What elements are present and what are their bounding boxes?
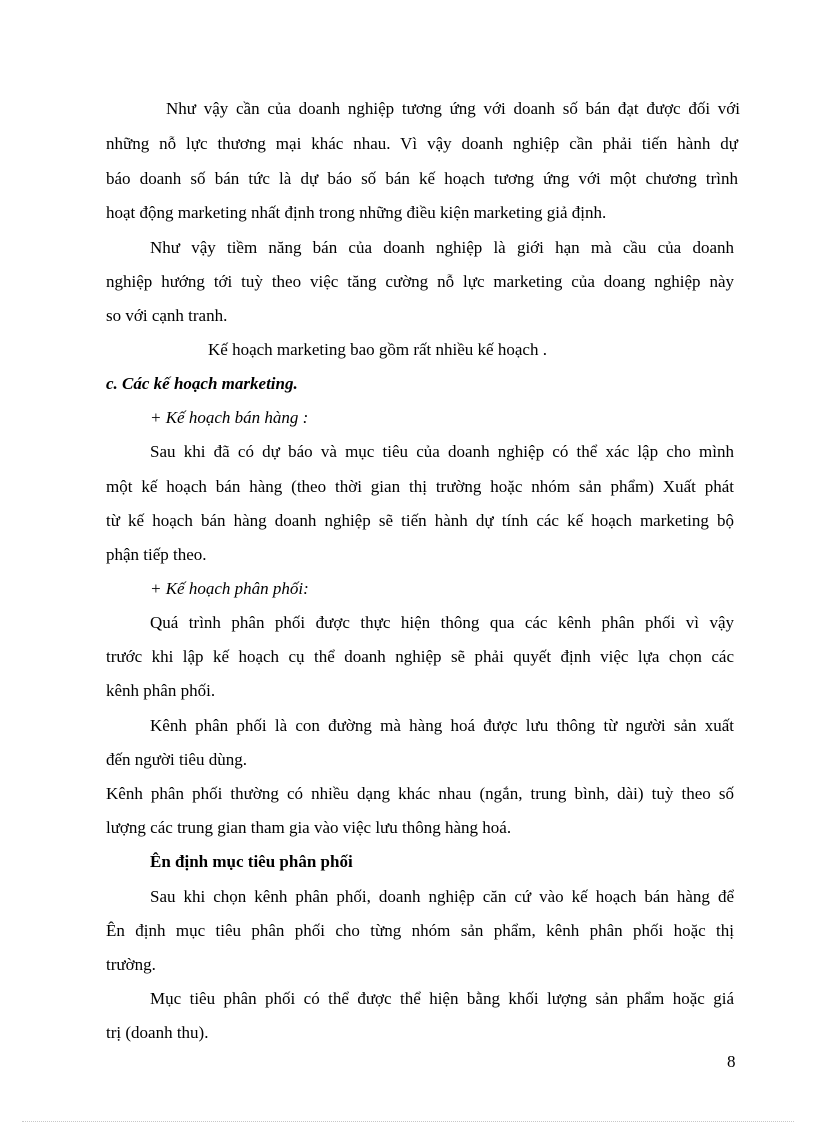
text-line: so với cạnh tranh. [106, 306, 228, 325]
text-line: Kênh phân phối thường có nhiều dạng khác nhau (ngắn, trung bình, dài) tuỳ theo số [106, 784, 734, 803]
text-line: trường. [106, 955, 156, 974]
page-number: 8 [727, 1052, 736, 1071]
subheading: + Kế hoạch phân phối: [150, 579, 309, 598]
text-line: đến người tiêu dùng. [106, 750, 247, 769]
text-line: kênh phân phối. [106, 681, 216, 700]
bold-heading: Ên định mục tiêu phân phối [150, 852, 353, 871]
text-line: phận tiếp theo. [106, 545, 207, 564]
text-line: một kế hoạch bán hàng (theo thời gian thị trường hoặc nhóm sản phẩm) Xuất phát [106, 477, 734, 496]
text-line: Ên định mục tiêu phân phối cho từng nhóm sản phẩm, kênh phân phối hoặc thị [106, 921, 734, 940]
text-line: Như vậy tiềm năng bán của doanh nghiệp là giới hạn mà cầu của doanh [150, 238, 734, 257]
text-line: những nỗ lực thương mại khác nhau. Vì vậy doanh nghiệp cần phải tiến hành dự [106, 134, 738, 153]
text-line: Như vậy cần của doanh nghiệp tương ứng với doanh số bán đạt được đối với [166, 99, 740, 118]
section-heading: c. Các kế hoạch marketing. [106, 374, 298, 393]
text-line: nghiệp hướng tới tuỳ theo việc tăng cường nỗ lực marketing của doang nghiệp này [106, 272, 734, 291]
text-line: từ kế hoạch bán hàng doanh nghiệp sẽ tiến hành dự tính các kế hoạch marketing bộ [106, 511, 734, 530]
text-line: Kế hoạch marketing bao gồm rất nhiều kế hoạch . [208, 340, 547, 359]
text-line: trị (doanh thu). [106, 1023, 209, 1042]
text-line: hoạt động marketing nhất định trong những điều kiện marketing giả định. [106, 203, 607, 222]
text-line: Sau khi chọn kênh phân phối, doanh nghiệp căn cứ vào kế hoạch bán hàng để [150, 887, 734, 906]
text-line: Sau khi đã có dự báo và mục tiêu của doanh nghiệp có thể xác lập cho mình [150, 442, 734, 461]
text-line: Kênh phân phối là con đường mà hàng hoá được lưu thông từ người sản xuất [150, 716, 734, 735]
text-line: lượng các trung gian tham gia vào việc lưu thông hàng hoá. [106, 818, 512, 837]
subheading: + Kế hoạch bán hàng : [150, 408, 309, 427]
text-line: báo doanh số bán tức là dự báo số bán kế hoạch tương ứng với một chương trình [106, 169, 738, 188]
text-line: Mục tiêu phân phối có thể được thể hiện bằng khối lượng sản phẩm hoặc giá [150, 989, 734, 1008]
text-line: trước khi lập kế hoạch cụ thể doanh nghiệp sẽ phải quyết định việc lựa chọn các [106, 647, 734, 666]
text-line: Quá trình phân phối được thực hiện thông qua các kênh phân phối vì vậy [150, 613, 734, 632]
footer-divider [22, 1121, 794, 1122]
